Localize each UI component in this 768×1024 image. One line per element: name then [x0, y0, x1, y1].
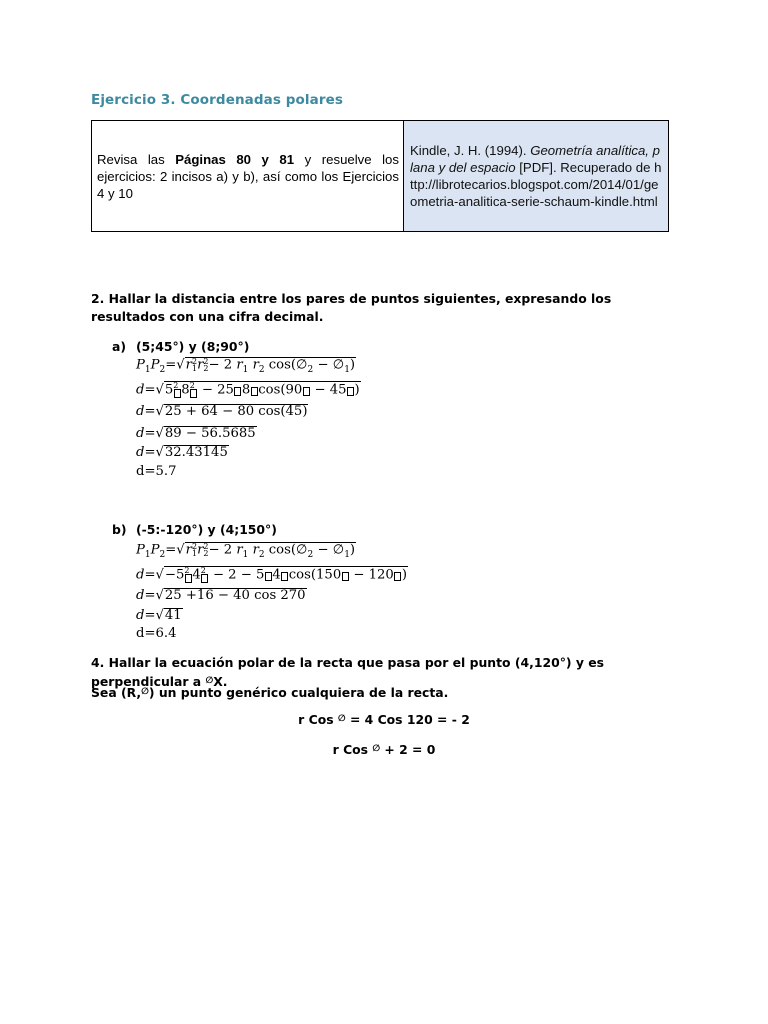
null-symbol: ∅ [372, 744, 381, 754]
item-a-line-3: d=√25 + 64 − 80 cos(45) [136, 404, 308, 419]
reference-row [92, 121, 669, 232]
item-b-line-3: d=√25 +16 − 40 cos 270 [136, 588, 306, 603]
question-2-text: 2. Hallar la distancia entre los pares de puntos siguientes, expresando los resultados con una cifra decimal. [91, 291, 612, 324]
item-b-label: b) [112, 522, 127, 537]
item-b-substitution-line: d=√−5 2 4 2 − 2 − 5 4 cos(150 − 120 ) [136, 566, 407, 583]
item-a-line-3-value: 25 + 64 − 80 cos(45) [164, 404, 308, 419]
equation-2-post: + 2 = 0 [380, 742, 436, 757]
instruction-text-post: y resuelve los ejercicios: 2 incisos a) y b), así como los Ejercicios 4 y 10 [97, 151, 399, 201]
item-b-line-3-value: 25 +16 − 40 cos 270 [164, 588, 306, 603]
item-a-result: d=5.7 [136, 464, 177, 479]
item-a-points: (5;45°) y (8;90°) [136, 339, 250, 354]
item-a-line-5: d=√32.43145 [136, 445, 228, 460]
equation-2 [0, 742, 768, 757]
item-b-formula-line: $P_1P_2=√r$ 2 1 r 2 2 − 2 $r_1$ $r_2$ $\cos(\emptyset_2$ − $\emptyset_1$) [136, 542, 356, 561]
item-b-line-4: d=√41 [136, 608, 182, 623]
item-b-points: (-5:-120°) y (4;150°) [136, 522, 277, 537]
reference-table [91, 120, 669, 232]
item-a-line-5-value: 32.43145 [164, 445, 228, 460]
citation-cell [404, 121, 669, 232]
item-a-line-4: d=√89 − 56.5685 [136, 426, 256, 441]
citation-title: Geometría analítica, plana y del espacio [410, 143, 660, 175]
item-a-substitution-line: d=√5 2 8 2 − 25 8 cos(90 − 45 ) [136, 381, 360, 398]
equation-2-pre: r Cos [332, 742, 373, 757]
item-b-result: d=6.4 [136, 626, 177, 641]
equation-1-post: = 4 Cos 120 = - 2 [345, 712, 470, 727]
null-symbol: ∅ [337, 714, 346, 724]
generic-point-pre: Sea (R, [91, 685, 142, 700]
item-a-line-4-value: 89 − 56.5685 [164, 426, 256, 441]
question-4-post: X. [213, 674, 228, 689]
item-a-formula-line: $P_1P_2=√r$ 2 1 r 2 2 − 2 $r_1$ $r_2$ $\cos(\emptyset_2$ − $\emptyset_1$) [136, 357, 356, 376]
instruction-text-pre: Revisa las [97, 151, 176, 167]
equation-1-pre: r Cos [298, 712, 338, 727]
instruction-cell [92, 121, 404, 232]
null-symbol: ∅ [205, 676, 214, 686]
question-4-pre: 4. Hallar la ecuación polar de la recta que pasa por el punto (4,120°) y es perpendicular a [91, 655, 605, 689]
item-a-label: a) [112, 339, 127, 354]
citation-author: Kindle, J. H. (1994). [410, 143, 531, 158]
null-symbol: ∅ [141, 687, 149, 697]
exercise-heading: Ejercicio 3. Coordenadas polares [91, 92, 344, 108]
equation-1 [0, 712, 768, 727]
citation-source: [PDF]. Recuperado de http://librotecarios.blogspot.com/2014/01/geometria-analitica-serie-schaum-kindle.html [410, 160, 662, 209]
generic-point-post: ) un punto genérico cualquiera de la recta. [148, 685, 449, 700]
instruction-pages: Páginas 80 y 81 [175, 151, 295, 167]
generic-point-text [91, 683, 691, 702]
item-b-line-4-value: 41 [164, 608, 182, 623]
